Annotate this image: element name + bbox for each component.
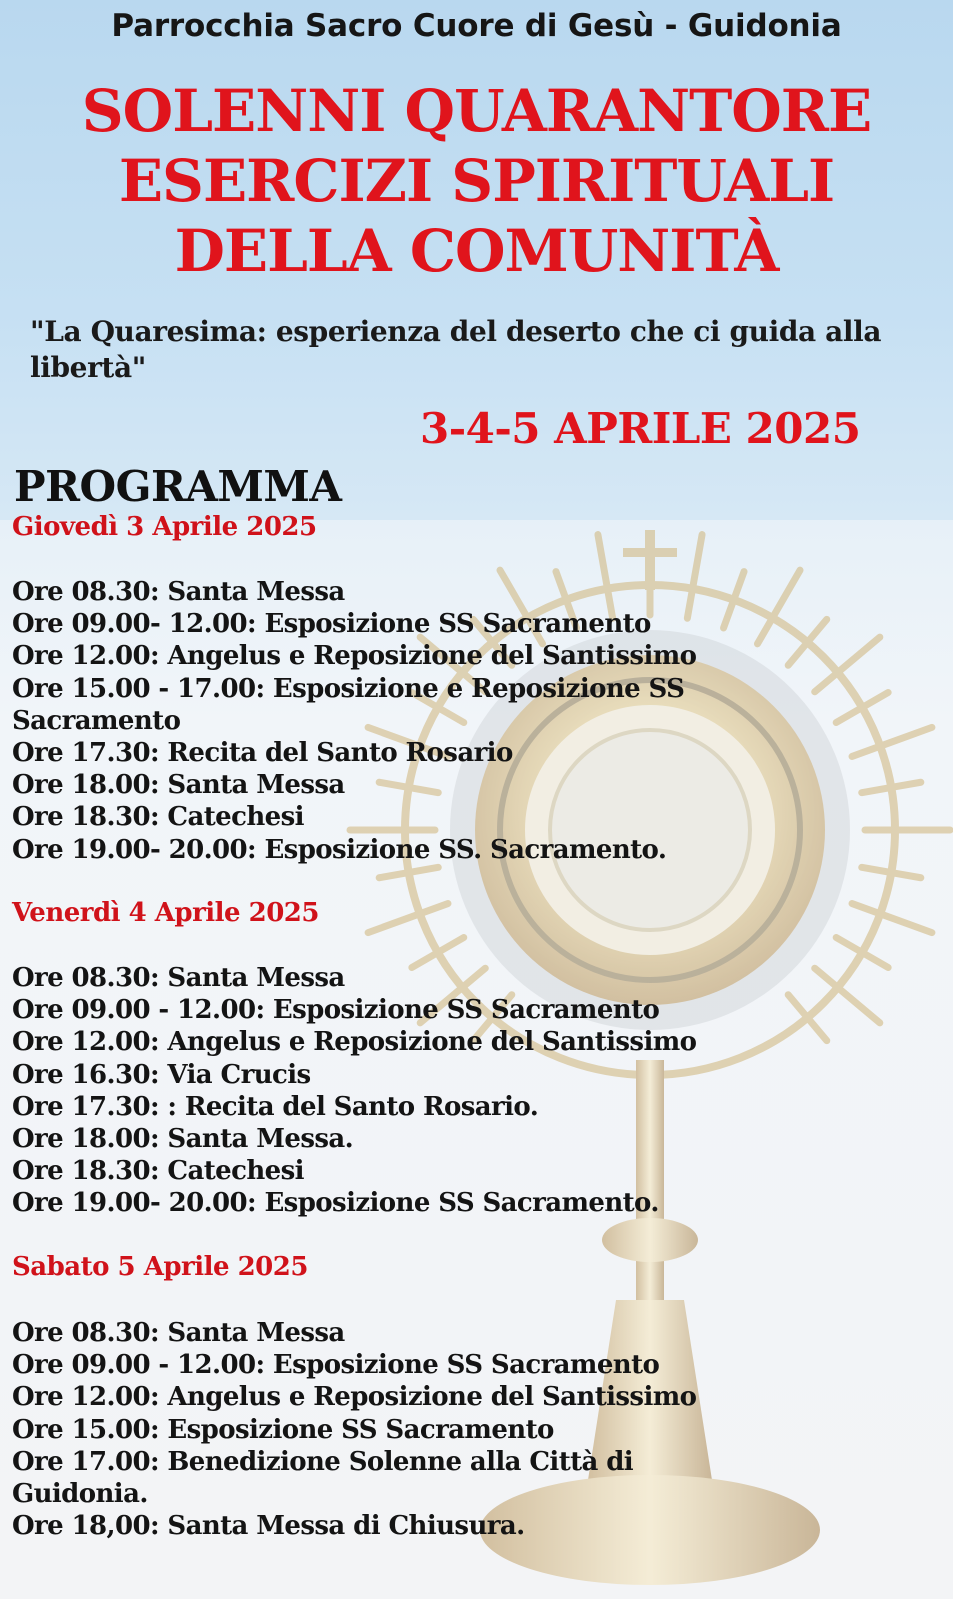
schedule-item: Ore 08.30: Santa Messa	[12, 963, 345, 993]
theme-quote: "La Quaresima: esperienza del deserto che ci guida alla libertà"	[30, 315, 882, 384]
day-title-friday: Venerdì 4 Aprile 2025	[12, 898, 319, 928]
schedule-item: Ore 08.30: Santa Messa	[12, 1318, 345, 1348]
schedule-item: Ore 08.30: Santa Messa	[12, 577, 345, 607]
day-title-thursday: Giovedì 3 Aprile 2025	[12, 512, 317, 542]
title-line-2: ESERCIZI SPIRITUALI	[118, 147, 835, 215]
schedule-item: Ore 18.00: Santa Messa.	[12, 1124, 354, 1155]
schedule-item: Ore 17.00: Benedizione Solenne alla Città di Guidonia.	[12, 1446, 634, 1510]
program-heading: PROGRAMMA	[14, 462, 342, 511]
schedule-item: Ore 12.00: Angelus e Reposizione del Santissimo	[12, 1382, 697, 1413]
schedule-item: Ore 17.30: : Recita del Santo Rosario.	[12, 1091, 539, 1122]
title-line-3: DELLA COMUNITÀ	[174, 217, 779, 285]
event-dates: 3-4-5 APRILE 2025	[420, 404, 861, 453]
schedule-item: Ore 09.00 - 12.00: Esposizione SS Sacramento	[12, 1350, 660, 1381]
schedule-item: Ore 18,00: Santa Messa di Chiusura.	[12, 1511, 525, 1542]
schedule-item: Ore 19.00- 20.00: Esposizione SS. Sacramento.	[12, 834, 667, 865]
monstrance-ray	[852, 727, 932, 756]
schedule-item: Ore 15.00 - 17.00: Esposizione e Reposizione SS Sacramento	[12, 673, 685, 736]
schedule-list-saturday	[12, 1317, 712, 1542]
schedule-item: Ore 15.00: Esposizione SS Sacramento	[12, 1414, 554, 1445]
schedule-item: Ore 18.00: Santa Messa	[12, 770, 345, 801]
day-title-saturday: Sabato 5 Aprile 2025	[12, 1252, 308, 1282]
schedule-item: Ore 16.30: Via Crucis	[12, 1059, 311, 1090]
monstrance-ray	[368, 904, 448, 933]
schedule-item: Ore 18.30: Catechesi	[12, 1156, 304, 1187]
schedule-item: Ore 19.00- 20.00: Esposizione SS Sacramento.	[12, 1188, 659, 1219]
parish-name: Parrocchia Sacro Cuore di Gesù - Guidonia	[111, 8, 842, 44]
schedule-item: Ore 09.00- 12.00: Esposizione SS Sacramento	[12, 609, 651, 640]
schedule-item: Ore 12.00: Angelus e Reposizione del Santissimo	[12, 1027, 697, 1058]
schedule-list-friday	[12, 962, 712, 1220]
schedule-item: Ore 09.00 - 12.00: Esposizione SS Sacramento	[12, 995, 660, 1026]
schedule-item: Ore 18.30: Catechesi	[12, 802, 304, 833]
monstrance-ray	[852, 904, 932, 933]
title-line-1: SOLENNI QUARANTORE	[81, 77, 872, 145]
schedule-item: Ore 17.30: Recita del Santo Rosario	[12, 738, 513, 769]
schedule-item: Ore 12.00: Angelus e Reposizione del Santissimo	[12, 641, 697, 672]
schedule-list-thursday	[12, 576, 712, 866]
